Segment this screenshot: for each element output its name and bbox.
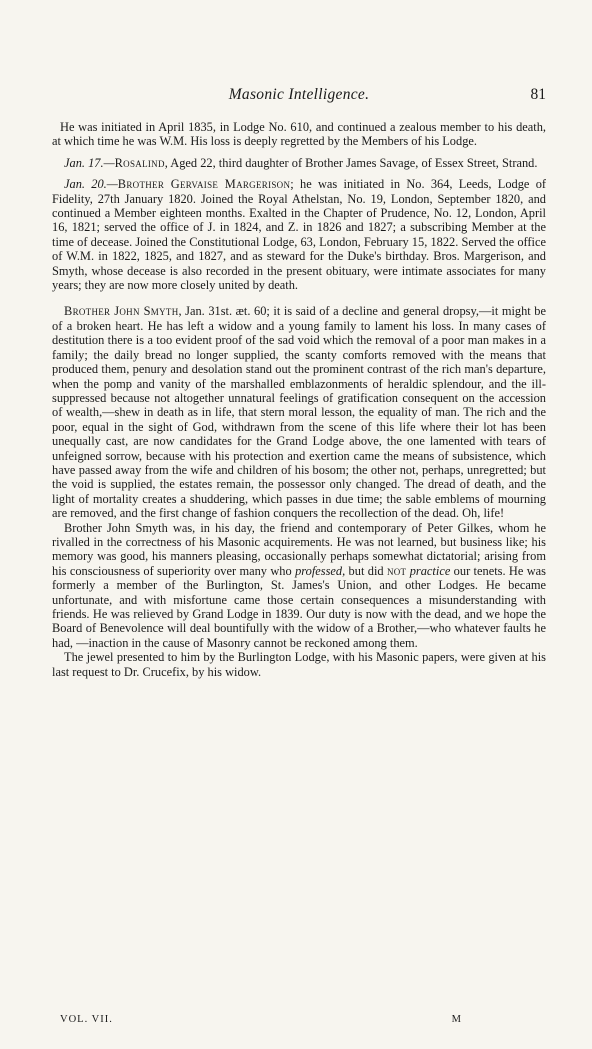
running-title: Masonic Intelligence.	[228, 86, 370, 103]
paragraph-initiation: He was initiated in April 1835, in Lodge No. 610, and continued a zealous member to his death, at which time he was W.M. His loss is deeply regretted by the Members of his Lodge.	[52, 120, 546, 149]
obituary-margerison	[52, 177, 546, 292]
emphasis-not: not	[386, 563, 407, 578]
obituary-smyth	[52, 304, 546, 520]
entry-name: Brother John Smyth	[64, 304, 179, 319]
entry-name: Brother Gervaise Margerison	[117, 177, 291, 192]
entry-date: Jan. 17.—	[64, 155, 115, 170]
page-footer	[60, 1014, 462, 1025]
entry-name: Rosalind	[114, 155, 165, 170]
paragraph-smyth-character	[52, 521, 546, 651]
emphasis-practice: practice	[406, 563, 451, 578]
emphasis-professed: professed,	[295, 563, 346, 578]
entry-text: , Aged 22, third daughter of Brother James Savage, of Essex Street, Strand.	[164, 155, 538, 170]
obituary-rosalind	[52, 156, 546, 170]
signature-mark: M	[451, 1014, 462, 1025]
entry-text: ; he was initiated in No. 364, Leeds, Lodge of Fidelity, 27th January 1820. Joined the Royal Athelstan, No. 19, London, September 1820, and continued a Member eighteen months. Exalted in the Chapter of Prudence, No. 12, London, April 16, 1821; served the office of J. in 1824, and Z. in 1826 and 1827; a subscribing Member at the time of decease. Joined the Constitutional Lodge, 63, London, February 15, 1822. Served the office of W.M. in 1822, 1825, and 1827, and as steward for the Duke's birthday. Bros. Margerison, and Smyth, whose decease is also recorded in the present obituary, were intimate associates for many years; they are now more closely united by death.	[52, 177, 547, 293]
text-run: Brother John Smyth was, in his day, the friend and contemporary of Peter Gilkes, whom he rivalled in the correctness of his Masonic acquirements. He was not learned, but business like; his memory was good, his manners pleasing, occasionally perhaps somewhat dictatorial; arising from his consciousness of superiority over many who	[52, 520, 546, 578]
page-header	[52, 86, 546, 110]
text-run: but did	[345, 563, 387, 578]
text-run: our tenets. He was formerly a member of the Burlington, St. James's Union, and other Lodges. He became unfortunate, and with misfortune came those certain consequences a misunderstanding with friends. He was relieved by Grand Lodge in 1839. Our duty is now with the dead, and we hope the Board of Benevolence will deal bountifully with the widow of a Brother,—who whatever faults he had, —inaction in the cause of Masonry cannot be reckoned among them.	[52, 563, 546, 650]
page-number: 81	[530, 86, 546, 103]
body-text	[52, 120, 546, 679]
paragraph-jewel: The jewel presented to him by the Burlington Lodge, with his Masonic papers, were given at his last request to Dr. Crucefix, by his widow.	[52, 650, 546, 679]
entry-date: Jan. 20.—	[64, 177, 118, 192]
entry-text: , Jan. 31st. æt. 60; it is said of a decline and general dropsy,—it might be of a broken heart. He has left a widow and a young family to lament his loss. In many cases of destitution there is a too evident proof of the sad void which the removal of a poor man makes in a family; the daily bread no longer supplied, the scanty comforts removed with the means that produced them, penury and desolation stand out the prominent contrast of the rich man's departure, when the pomp and vanity of the marshalled emblazonments of heraldic splendour, and the ill-suppressed because not altogether unnatural feelings of gratification consequent on the accession of wealth,—shew in death as in life, that stern moral lesson, the equality of man. The rich and the poor, equal in the sight of God, withdrawn from the scene of this life where their lot has been unequally cast, are now candidates for the Grand Lodge above, the one lamented with tears of unfeigned sorrow, because with his protection and exertion came the means of subsistence, which have passed away from the wife and children of his bosom; the other not, perhaps, unregretted; but the void is supplied, the estates remain, the possessor only changed. The dread of death, and the light of mortality creates a shuddering, which passes in due time; the sable emblems of mourning are removed, and the first change of fashion conquers the recollection of the dead. Oh, life!	[52, 304, 546, 521]
volume-label: VOL. VII.	[60, 1014, 113, 1025]
